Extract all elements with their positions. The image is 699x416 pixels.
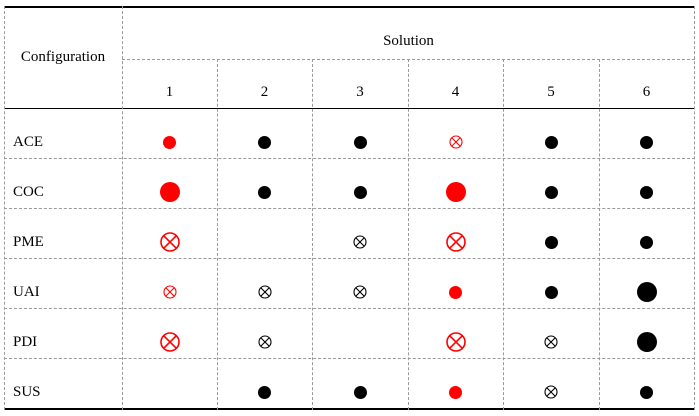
row-label: UAI xyxy=(13,283,40,300)
table-cell xyxy=(217,108,312,158)
row-label: PDI xyxy=(13,333,38,350)
table-cell xyxy=(599,158,694,208)
table-cell xyxy=(503,258,599,308)
black-filled-dot-icon xyxy=(257,135,272,150)
solution-column-header: 5 xyxy=(547,84,555,100)
table-cell xyxy=(122,358,217,408)
row-label: PME xyxy=(13,233,44,250)
black-crossed-circle-icon xyxy=(352,284,368,300)
red-filled-dot-icon xyxy=(162,135,177,150)
red-crossed-circle-icon xyxy=(445,331,467,353)
table-cell xyxy=(312,358,408,408)
table-cell xyxy=(217,358,312,408)
table-cell xyxy=(122,308,217,358)
black-filled-dot-icon xyxy=(636,331,658,353)
red-filled-dot-icon xyxy=(159,181,181,203)
row-label: COC xyxy=(13,183,44,200)
table-cell xyxy=(503,158,599,208)
table-cell xyxy=(599,208,694,258)
black-crossed-circle-icon xyxy=(543,384,559,400)
solution-column-header: 6 xyxy=(642,84,651,100)
black-filled-dot-icon xyxy=(257,185,272,200)
table-cell xyxy=(408,358,503,408)
black-filled-dot-icon xyxy=(257,385,272,400)
table-cell xyxy=(408,208,503,258)
black-crossed-circle-icon xyxy=(257,334,273,350)
table-cell xyxy=(122,258,217,308)
red-crossed-circle-icon xyxy=(159,331,181,353)
column-divider xyxy=(694,6,695,410)
black-filled-dot-icon xyxy=(353,185,368,200)
table-cell xyxy=(217,158,312,208)
row-label: SUS xyxy=(13,383,41,400)
red-crossed-circle-icon xyxy=(445,231,467,253)
red-crossed-circle-icon xyxy=(448,134,464,150)
black-filled-dot-icon xyxy=(544,235,559,250)
red-filled-dot-icon xyxy=(445,181,467,203)
table-cell xyxy=(312,308,408,358)
black-filled-dot-icon xyxy=(636,281,658,303)
table-cell xyxy=(599,258,694,308)
table-cell xyxy=(503,208,599,258)
solution-column-header: 1 xyxy=(165,84,174,100)
solution-column-header: 2 xyxy=(260,84,269,100)
table-cell xyxy=(503,308,599,358)
black-filled-dot-icon xyxy=(353,135,368,150)
black-filled-dot-icon xyxy=(544,285,559,300)
black-crossed-circle-icon xyxy=(543,334,559,350)
row-label: ACE xyxy=(13,133,43,150)
solution-column-header: 3 xyxy=(356,84,364,100)
red-crossed-circle-icon xyxy=(159,231,181,253)
black-crossed-circle-icon xyxy=(257,284,273,300)
solution-header: Solution xyxy=(383,32,434,49)
table-cell xyxy=(312,108,408,158)
black-filled-dot-icon xyxy=(639,135,654,150)
table-cell xyxy=(599,358,694,408)
table-cell xyxy=(503,358,599,408)
black-filled-dot-icon xyxy=(353,385,368,400)
black-crossed-circle-icon xyxy=(352,234,368,250)
configuration-header: Configuration xyxy=(20,48,106,65)
table-cell xyxy=(408,308,503,358)
table-cell xyxy=(599,108,694,158)
table-cell xyxy=(312,158,408,208)
red-crossed-circle-icon xyxy=(162,284,178,300)
table-cell xyxy=(408,108,503,158)
table-cell xyxy=(122,158,217,208)
table-cell xyxy=(599,308,694,358)
table-cell xyxy=(408,158,503,208)
table-cell xyxy=(217,308,312,358)
solution-column-header: 4 xyxy=(451,84,460,100)
red-filled-dot-icon xyxy=(448,385,463,400)
black-filled-dot-icon xyxy=(544,135,559,150)
table-cell xyxy=(217,258,312,308)
table-cell xyxy=(408,258,503,308)
configuration-solution-table xyxy=(4,6,695,411)
table-cell xyxy=(503,108,599,158)
table-cell xyxy=(122,208,217,258)
table-cell xyxy=(312,208,408,258)
black-filled-dot-icon xyxy=(639,185,654,200)
black-filled-dot-icon xyxy=(639,235,654,250)
black-filled-dot-icon xyxy=(544,185,559,200)
table-cell xyxy=(122,108,217,158)
table-cell xyxy=(312,258,408,308)
black-filled-dot-icon xyxy=(639,385,654,400)
table-cell xyxy=(217,208,312,258)
bottom-rule xyxy=(4,408,695,410)
red-filled-dot-icon xyxy=(448,285,463,300)
